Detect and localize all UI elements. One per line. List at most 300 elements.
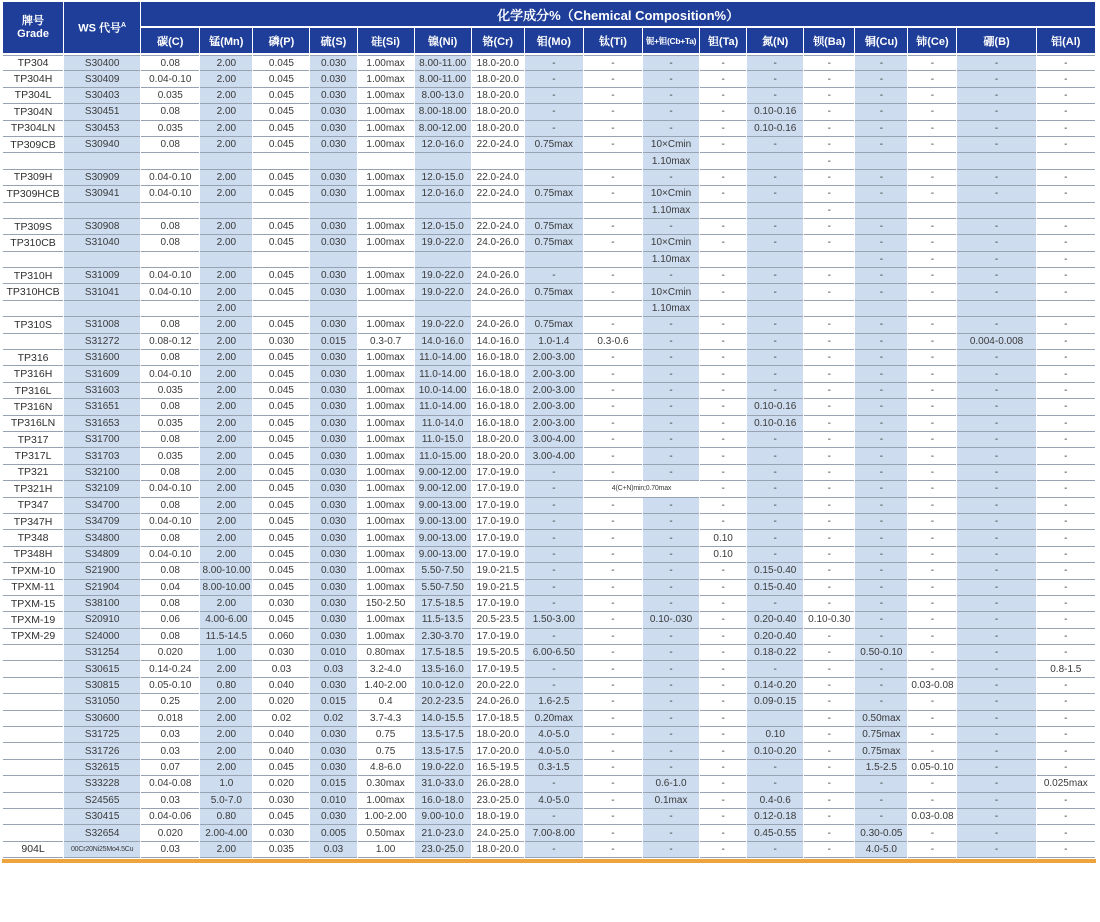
value-cell: 0.05-0.10 [141,678,199,694]
value-cell: 0.040 [253,743,309,759]
value-cell: - [804,219,854,235]
grade-cell: TP304H [3,71,63,87]
value-cell: 1.00max [358,465,414,481]
value-cell: - [1037,498,1095,514]
value-cell: 17.5-18.5 [415,596,471,612]
value-cell: 9.00-13.00 [415,530,471,546]
value-cell: 0.030 [310,88,356,104]
value-cell: - [908,596,956,612]
value-cell: - [1037,71,1095,87]
value-cell: 16.0-18.0 [472,383,524,399]
value-cell: - [855,268,907,284]
value-cell: 16.5-19.5 [472,760,524,776]
value-cell: 0.045 [253,547,309,563]
ws-code-cell: S34700 [64,498,140,514]
value-cell: - [643,416,699,432]
value-cell: 0.045 [253,350,309,366]
header-row-top [3,2,1095,28]
value-cell: - [855,170,907,186]
value-cell: - [908,170,956,186]
value-cell: 22.0-24.0 [472,170,524,186]
value-cell: - [584,137,642,153]
value-cell: - [643,317,699,333]
ws-code-cell: S30403 [64,88,140,104]
ws-code-cell: S33228 [64,776,140,792]
value-cell: - [747,432,803,448]
value-cell: 0.030 [310,55,356,71]
table-row [3,547,1095,563]
element-header: 硅(Si) [358,28,414,55]
value-cell [957,301,1035,317]
value-cell: - [643,727,699,743]
value-cell: - [643,530,699,546]
value-cell: - [525,498,583,514]
value-cell: - [855,596,907,612]
value-cell: - [584,661,642,677]
ws-code-cell: S31651 [64,399,140,415]
value-cell: 24.0-26.0 [472,235,524,251]
value-cell [415,203,471,219]
value-cell: 17.5-18.5 [415,645,471,661]
grade-cell: TP309CB [3,137,63,153]
value-cell: 9.00-12.00 [415,481,471,497]
value-cell: 1.00max [358,317,414,333]
value-cell: - [525,596,583,612]
ws-code-cell: S38100 [64,596,140,612]
value-cell: 0.14-0.20 [747,678,803,694]
value-cell: - [700,366,746,382]
value-cell: - [957,776,1035,792]
value-cell: 0.04-0.10 [141,514,199,530]
value-cell: - [1037,186,1095,202]
value-cell: 2.00 [200,416,252,432]
value-cell: - [957,629,1035,645]
value-cell: 9.00-13.00 [415,514,471,530]
value-cell: 3.7-4.3 [358,711,414,727]
value-cell: - [643,383,699,399]
value-cell [141,252,199,268]
value-cell: - [584,547,642,563]
value-cell: 1.00max [358,448,414,464]
table-row [3,432,1095,448]
value-cell [358,252,414,268]
value-cell: - [643,498,699,514]
value-cell: - [700,399,746,415]
value-cell [700,252,746,268]
value-cell: - [700,825,746,841]
value-cell: - [525,678,583,694]
value-cell: - [855,121,907,137]
value-cell: - [804,661,854,677]
value-cell: - [855,580,907,596]
value-cell: 2.00 [200,530,252,546]
value-cell: - [804,629,854,645]
value-cell: 0.030 [310,71,356,87]
value-cell: - [747,55,803,71]
value-cell: - [700,317,746,333]
value-cell: 18.0-20.0 [472,448,524,464]
value-cell: 7.00-8.00 [525,825,583,841]
value-cell: - [643,121,699,137]
value-cell: 0.10-.030 [643,612,699,628]
value-cell [472,301,524,317]
value-cell: - [804,809,854,825]
value-cell: - [700,465,746,481]
value-cell: - [855,563,907,579]
value-cell: 0.03 [141,727,199,743]
value-cell: - [700,481,746,497]
grade-cell: TP316L [3,383,63,399]
element-header: 镍(Ni) [415,28,471,55]
value-cell: 24.0-26.0 [472,284,524,300]
ws-code-cell: S34809 [64,547,140,563]
value-cell: 0.045 [253,55,309,71]
value-cell: 0.030 [310,448,356,464]
table-row [3,711,1095,727]
value-cell: - [584,284,642,300]
table-row [3,186,1095,202]
value-cell: - [804,203,854,219]
value-cell [415,252,471,268]
grade-cell [3,645,63,661]
value-cell: - [584,760,642,776]
value-cell: 0.10 [747,727,803,743]
value-cell: 0.045 [253,366,309,382]
value-cell: - [804,678,854,694]
value-cell: - [1037,121,1095,137]
value-cell: 0.04-0.10 [141,268,199,284]
ws-code-cell: S24565 [64,793,140,809]
value-cell: - [584,596,642,612]
table-row [3,580,1095,596]
value-cell: - [957,268,1035,284]
value-cell: 9.00-12.00 [415,465,471,481]
value-cell: 0.045 [253,448,309,464]
table-row [3,678,1095,694]
grade-cell [3,793,63,809]
value-cell: - [957,645,1035,661]
value-cell: - [584,825,642,841]
value-cell: - [855,104,907,120]
value-cell: - [908,121,956,137]
value-cell: 4.8-6.0 [358,760,414,776]
value-cell: - [584,629,642,645]
value-cell: - [700,612,746,628]
value-cell: 3.2-4.0 [358,661,414,677]
value-cell: 0.08 [141,317,199,333]
grade-cell: TP304 [3,55,63,71]
value-cell: 19.0-21.5 [472,563,524,579]
value-cell: 1.10max [643,203,699,219]
value-cell: 0.045 [253,760,309,776]
grade-cell [3,743,63,759]
chemical-composition-table [2,2,1096,858]
value-cell: - [584,678,642,694]
value-cell: - [584,186,642,202]
value-cell [525,153,583,169]
value-cell: - [584,416,642,432]
value-cell: 2.00 [200,71,252,87]
value-cell: 2.00 [200,334,252,350]
value-cell: - [957,711,1035,727]
value-cell: 0.8-1.5 [1037,661,1095,677]
value-cell: 0.005 [310,825,356,841]
value-cell: - [908,498,956,514]
value-cell [1037,153,1095,169]
value-cell: - [643,465,699,481]
value-cell: 20.2-23.5 [415,694,471,710]
value-cell: 1.00max [358,268,414,284]
value-cell: 0.08 [141,350,199,366]
value-cell: 22.0-24.0 [472,219,524,235]
value-cell: - [1037,678,1095,694]
value-cell: 0.030 [310,547,356,563]
value-cell: 8.00-10.00 [200,580,252,596]
value-cell: - [700,334,746,350]
value-cell: - [804,530,854,546]
value-cell: - [957,252,1035,268]
value-cell: - [1037,55,1095,71]
value-cell: 24.0-26.0 [472,694,524,710]
value-cell: - [957,366,1035,382]
ws-code-cell: S31040 [64,235,140,251]
value-cell: 23.0-25.0 [472,793,524,809]
ws-code-superscript: A [121,22,127,30]
element-header: 铈(Ce) [908,28,956,55]
value-cell: - [908,137,956,153]
value-cell: 0.1max [643,793,699,809]
grade-cell: TP304LN [3,121,63,137]
ws-code-cell: S31726 [64,743,140,759]
value-cell: 0.08 [141,235,199,251]
value-cell: 0.030 [310,481,356,497]
value-cell: - [804,727,854,743]
value-cell: 0.10-0.16 [747,104,803,120]
value-cell: 2.00 [200,661,252,677]
value-cell: 16.0-18.0 [472,399,524,415]
value-cell: - [700,416,746,432]
ws-code-cell: S20910 [64,612,140,628]
grade-cell [3,661,63,677]
value-cell: 1.0-1.4 [525,334,583,350]
value-cell: 0.045 [253,71,309,87]
value-cell: 0.08 [141,596,199,612]
value-cell: - [957,498,1035,514]
value-cell: - [584,317,642,333]
value-cell: - [908,580,956,596]
value-cell [525,203,583,219]
value-cell: - [957,448,1035,464]
value-cell: 1.0 [200,776,252,792]
value-cell: - [908,219,956,235]
value-cell: 1.00max [358,137,414,153]
value-cell: - [584,448,642,464]
element-header: 硼(B) [957,28,1035,55]
table-row [3,153,1095,169]
value-cell: - [855,55,907,71]
value-cell: 0.030 [310,498,356,514]
table-row [3,612,1095,628]
element-header: 钼(Mo) [525,28,583,55]
value-cell: - [855,383,907,399]
value-cell: - [584,694,642,710]
value-cell: 0.10-0.20 [747,743,803,759]
value-cell: 11.0-14.00 [415,350,471,366]
ws-code-cell: S31653 [64,416,140,432]
value-cell: - [1037,793,1095,809]
value-cell: 0.03 [141,793,199,809]
value-cell: 0.03-0.08 [908,809,956,825]
value-cell: 1.00max [358,793,414,809]
value-cell: - [957,481,1035,497]
value-cell: - [957,235,1035,251]
ws-code-cell: S30941 [64,186,140,202]
value-cell: 1.00max [358,416,414,432]
value-cell: 0.045 [253,88,309,104]
value-cell: - [700,661,746,677]
value-cell: - [957,694,1035,710]
value-cell: - [908,563,956,579]
value-cell: - [908,711,956,727]
value-cell: 2.00 [200,170,252,186]
value-cell: 11.0-15.00 [415,448,471,464]
grade-cell: TP317L [3,448,63,464]
table-row [3,203,1095,219]
grade-cell: TP321H [3,481,63,497]
value-cell: - [804,186,854,202]
value-cell: 18.0-20.0 [472,104,524,120]
value-cell: 17.0-19.0 [472,498,524,514]
value-cell: - [584,399,642,415]
value-cell: 1.00max [358,88,414,104]
value-cell: 1.10max [643,301,699,317]
value-cell: - [525,481,583,497]
value-cell: - [804,448,854,464]
value-cell [747,153,803,169]
value-cell: 0.045 [253,563,309,579]
ws-code-cell: S34800 [64,530,140,546]
value-cell: 1.00max [358,186,414,202]
value-cell: - [957,514,1035,530]
value-cell: 0.03 [310,661,356,677]
ws-code-cell [64,301,140,317]
value-cell: - [643,547,699,563]
value-cell: - [1037,317,1095,333]
value-cell: - [584,432,642,448]
value-cell: 1.10max [643,153,699,169]
table-row [3,55,1095,71]
table-row [3,350,1095,366]
value-cell: - [643,580,699,596]
value-cell: 1.00max [358,629,414,645]
ws-code-cell [64,252,140,268]
value-cell: 0.035 [141,88,199,104]
value-cell: - [855,186,907,202]
value-cell: 0.12-0.18 [747,809,803,825]
value-cell: 1.00max [358,55,414,71]
value-cell [253,301,309,317]
value-cell: - [1037,825,1095,841]
value-cell: - [1037,580,1095,596]
value-cell: 18.0-20.0 [472,55,524,71]
value-cell: - [957,465,1035,481]
value-cell: 2.00 [200,235,252,251]
value-cell: - [700,432,746,448]
table-row [3,219,1095,235]
value-cell: - [957,170,1035,186]
ws-code-cell: S32654 [64,825,140,841]
value-cell [747,711,803,727]
value-cell: 0.015 [310,776,356,792]
value-cell: - [1037,104,1095,120]
value-cell: - [908,104,956,120]
value-cell: 0.045 [253,317,309,333]
table-row [3,121,1095,137]
value-cell: 0.45-0.55 [747,825,803,841]
grade-cell: TP310H [3,268,63,284]
value-cell: 2.00 [200,448,252,464]
value-cell: - [584,170,642,186]
value-cell: 3.00-4.00 [525,448,583,464]
value-cell: - [908,432,956,448]
value-cell: - [908,186,956,202]
value-cell: 1.00max [358,563,414,579]
value-cell: 13.5-17.5 [415,727,471,743]
value-cell [358,301,414,317]
value-cell: - [700,694,746,710]
value-cell: - [804,317,854,333]
value-cell: 0.15-0.40 [747,563,803,579]
value-cell: 1.00 [200,645,252,661]
value-cell: 0.08 [141,432,199,448]
value-cell: 12.0-15.0 [415,219,471,235]
table-row [3,530,1095,546]
value-cell: 2.00 [200,301,252,317]
value-cell: 2.00 [200,711,252,727]
value-cell [700,301,746,317]
value-cell: - [804,170,854,186]
value-cell: - [700,645,746,661]
value-cell: 0.08 [141,629,199,645]
value-cell [584,153,642,169]
value-cell: - [855,678,907,694]
value-cell: - [584,776,642,792]
ws-code-cell [64,153,140,169]
element-header: 钽(Ta) [700,28,746,55]
value-cell: - [584,498,642,514]
value-cell: 0.045 [253,137,309,153]
value-cell [141,203,199,219]
value-cell: 1.00max [358,121,414,137]
value-cell: - [525,661,583,677]
value-cell: - [957,760,1035,776]
table-row [3,645,1095,661]
value-cell [525,252,583,268]
value-cell: - [1037,334,1095,350]
value-cell: - [1037,563,1095,579]
value-cell: - [584,88,642,104]
value-cell: - [525,55,583,71]
value-cell: - [700,284,746,300]
value-cell: 1.00max [358,71,414,87]
value-cell: 0.010 [310,793,356,809]
value-cell: - [643,645,699,661]
value-cell: 0.045 [253,514,309,530]
grade-cell: TPXM-11 [3,580,63,596]
value-cell: 2.00 [200,694,252,710]
value-cell: 1.00max [358,235,414,251]
value-cell: 0.015 [310,694,356,710]
